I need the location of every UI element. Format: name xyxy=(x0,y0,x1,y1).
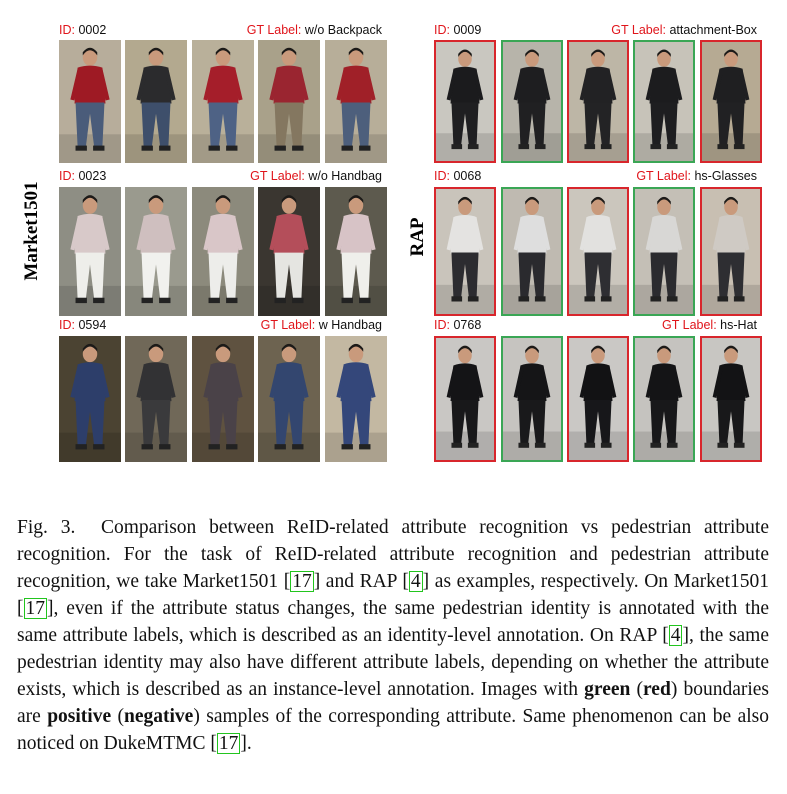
row-header xyxy=(59,22,382,38)
caption-text: ) samples of the corresponding attribute. Same phenomenon can be also noticed on DukeMTMC xyxy=(17,706,769,754)
gt-prefix: GT Label: xyxy=(246,23,302,37)
id-label xyxy=(434,317,481,333)
gt-prefix: GT Label: xyxy=(662,318,717,332)
pedestrian-image xyxy=(501,40,563,163)
citation-link[interactable]: 17 xyxy=(25,598,45,619)
pedestrian-image xyxy=(125,187,187,316)
rap-label: RAP xyxy=(407,217,428,257)
caption-text: ( xyxy=(630,679,643,700)
pedestrian-image xyxy=(192,40,254,163)
gt-label xyxy=(662,317,757,333)
id-prefix: ID: xyxy=(59,169,75,183)
figure-caption: Fig. 3. Comparison between ReID-related attribute recognition vs pedestrian attribute recognition. For the task of ReID-related attribute recognition and pedestrian attribute recognition, we take Market1501 [ 17 ] and RAP [ 4 ] as examples, respectively. On Market1501 [ 17 ], even if the attribute status changes, the same pedestrian identity is annotated with the same attribute labels, which is described as an identity-level annotation. On RAP [ 4 ], the same pedestrian identity may also have different attribute labels, depending on whether the attribute exists, which is described as an instance-level annotation. Images with green (red) boundaries are positive (negative) samples of the corresponding attribute. Same phenomenon can be also noticed on DukeMTMC [ 17 ]. xyxy=(17,517,770,754)
gt-label xyxy=(261,317,382,333)
caption-text: ( xyxy=(111,706,125,727)
pedestrian-image xyxy=(434,336,496,462)
id-value: 0068 xyxy=(453,169,482,183)
pedestrian-image xyxy=(59,336,121,462)
id-label xyxy=(434,168,481,184)
pedestrian-image xyxy=(325,336,387,462)
id-prefix: ID: xyxy=(59,318,75,332)
pedestrian-image xyxy=(567,40,629,163)
id-prefix: ID: xyxy=(59,23,75,37)
caption-text: , the same pedestrian identity may also have different attribute labels, depending on whether the attribute exists, which is described as an instance-level annotation. Images with xyxy=(17,625,769,700)
pedestrian-image xyxy=(325,187,387,316)
row-header xyxy=(59,317,382,333)
row-header xyxy=(434,22,757,38)
caption-text: ) boundaries are xyxy=(17,679,770,727)
caption-bold-green: green xyxy=(584,679,631,700)
gt-label xyxy=(247,22,382,38)
citation-link[interactable]: 4 xyxy=(670,625,681,646)
gt-prefix: GT Label: xyxy=(250,169,305,183)
gt-value: w Handbag xyxy=(318,318,382,332)
id-label xyxy=(59,317,106,333)
id-value: 0768 xyxy=(453,318,482,332)
row-header xyxy=(434,317,757,333)
pedestrian-image xyxy=(258,40,320,163)
pedestrian-image xyxy=(325,40,387,163)
pedestrian-image xyxy=(125,336,187,462)
pedestrian-image xyxy=(700,40,762,163)
pedestrian-image xyxy=(434,40,496,163)
gt-prefix: GT Label: xyxy=(260,318,316,332)
pedestrian-image xyxy=(192,187,254,316)
pedestrian-image xyxy=(59,187,121,316)
pedestrian-image xyxy=(59,40,121,163)
pedestrian-image xyxy=(192,336,254,462)
id-value: 0002 xyxy=(78,23,107,37)
gt-label xyxy=(636,168,757,184)
id-prefix: ID: xyxy=(434,318,450,332)
citation-link[interactable]: 4 xyxy=(410,571,421,592)
gt-prefix: GT Label: xyxy=(636,169,691,183)
caption-text: Fig. 3. Comparison between ReID-related attribute recognition vs pedestrian attribute recognition. For the task of ReID-related attribute recognition and pedestrian attribute recognition, we take Market1501 xyxy=(17,517,769,592)
pedestrian-image xyxy=(633,40,695,163)
id-value: 0009 xyxy=(453,23,482,37)
pedestrian-image xyxy=(258,187,320,316)
market1501-label: Market1501 xyxy=(21,181,42,281)
id-prefix: ID: xyxy=(434,169,450,183)
pedestrian-image xyxy=(700,336,762,462)
gt-value: hs-Glasses xyxy=(694,169,757,183)
pedestrian-image xyxy=(633,187,695,316)
gt-label xyxy=(250,168,382,184)
caption-text: as examples, respectively. On Market1501 xyxy=(429,571,769,592)
pedestrian-image xyxy=(125,40,187,163)
pedestrian-image xyxy=(501,336,563,462)
pedestrian-image xyxy=(501,187,563,316)
id-value: 0023 xyxy=(78,169,107,183)
id-value: 0594 xyxy=(78,318,107,332)
pedestrian-image xyxy=(567,187,629,316)
gt-value: hs-Hat xyxy=(720,318,757,332)
id-label xyxy=(59,168,106,184)
gt-value: w/o Backpack xyxy=(304,23,382,37)
id-label xyxy=(434,22,481,38)
caption-text: and RAP xyxy=(320,571,403,592)
pedestrian-image xyxy=(633,336,695,462)
citation-link[interactable]: 17 xyxy=(218,733,239,754)
caption-text: . xyxy=(246,733,252,754)
caption-bold-positive: positive xyxy=(47,706,112,727)
pedestrian-image xyxy=(567,336,629,462)
citation-link[interactable]: 17 xyxy=(292,571,312,592)
row-header xyxy=(434,168,757,184)
pedestrian-image xyxy=(700,187,762,316)
pedestrian-image xyxy=(258,336,320,462)
row-header xyxy=(59,168,382,184)
id-prefix: ID: xyxy=(434,23,450,37)
gt-label xyxy=(611,22,757,38)
caption-bold-red: red xyxy=(643,679,671,700)
id-label xyxy=(59,22,106,38)
gt-value: w/o Handbag xyxy=(308,169,382,183)
caption-bold-negative: negative xyxy=(124,706,194,727)
gt-prefix: GT Label: xyxy=(611,23,666,37)
pedestrian-image xyxy=(434,187,496,316)
gt-value: attachment-Box xyxy=(669,23,757,37)
caption-text: , even if the attribute status changes, the same pedestrian identity is annotated with the same attribute labels, which is described as an identity-level annotation. On RAP xyxy=(17,598,769,646)
